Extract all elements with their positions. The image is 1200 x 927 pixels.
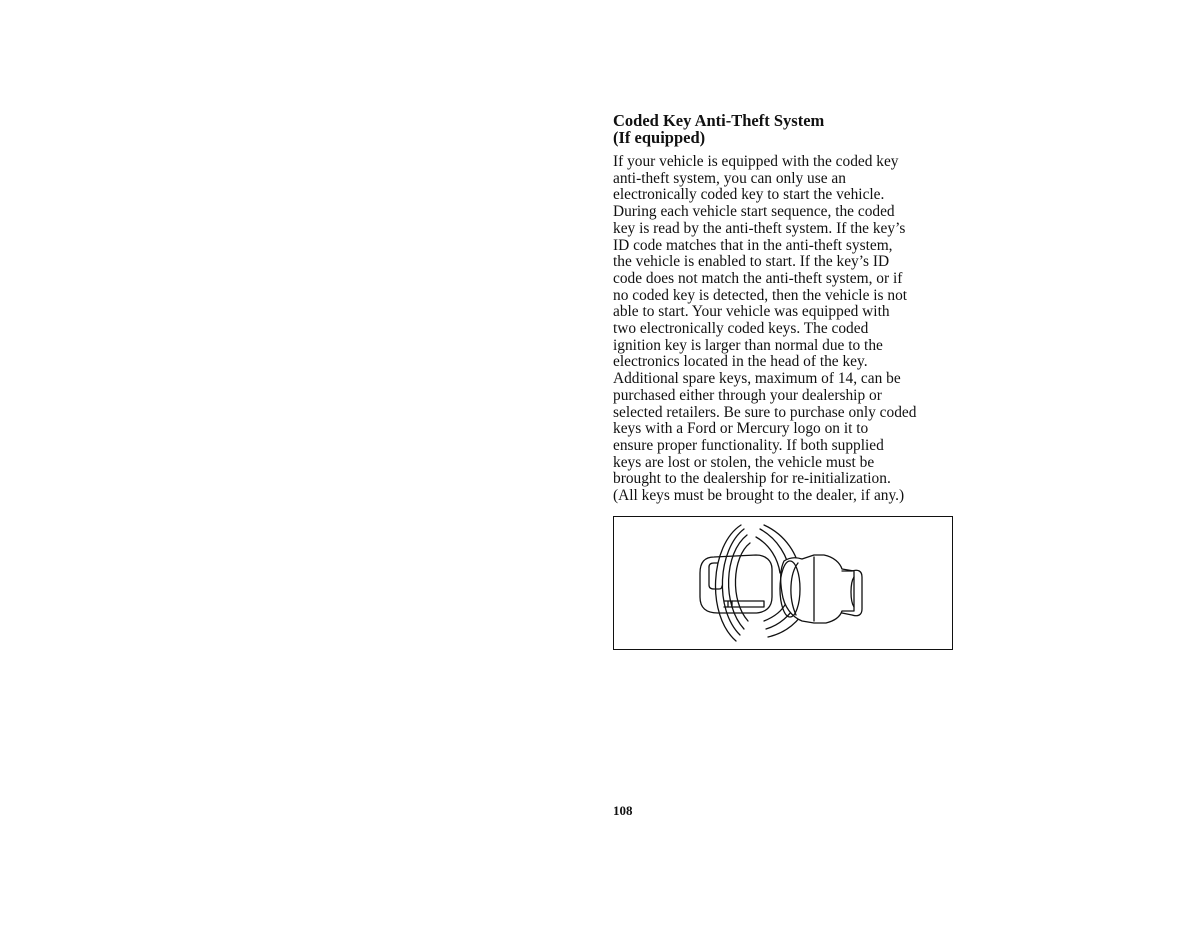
section-title-line: (If equipped) bbox=[613, 128, 706, 147]
body-line: purchased either through your dealership or bbox=[613, 386, 882, 404]
body-line: selected retailers. Be sure to purchase only coded bbox=[613, 403, 917, 421]
coded-key-ignition-illustration-icon bbox=[614, 517, 952, 649]
body-line: If your vehicle is equipped with the coded key bbox=[613, 153, 899, 170]
body-line: two electronically coded keys. The coded bbox=[613, 320, 869, 338]
body-line: During each vehicle start sequence, the coded bbox=[613, 203, 895, 221]
body-line: code does not match the anti-theft system, or if bbox=[613, 269, 903, 287]
body-line: no coded key is detected, then the vehicle is not bbox=[613, 286, 908, 304]
body-line: electronics located in the head of the key. bbox=[613, 353, 868, 371]
section-title-line: Coded Key Anti-Theft System bbox=[613, 111, 825, 130]
page-number: 108 bbox=[613, 803, 633, 818]
body-line: ensure proper functionality. If both supplied bbox=[613, 436, 884, 454]
body-paragraph bbox=[613, 154, 963, 505]
body-line: keys are lost or stolen, the vehicle must be bbox=[613, 453, 875, 471]
coded-key-figure bbox=[613, 516, 953, 650]
body-line: anti-theft system, you can only use an bbox=[613, 169, 846, 187]
body-line: key is read by the anti-theft system. If the key’s bbox=[613, 219, 906, 237]
section-title bbox=[613, 112, 963, 146]
body-line: Additional spare keys, maximum of 14, can be bbox=[613, 370, 901, 388]
body-line: the vehicle is enabled to start. If the key’s ID bbox=[613, 253, 890, 271]
body-line: ignition key is larger than normal due to the bbox=[613, 336, 883, 354]
body-line: able to start. Your vehicle was equipped with bbox=[613, 303, 890, 321]
body-line: brought to the dealership for re-initialization. bbox=[613, 470, 891, 488]
body-line: ID code matches that in the anti-theft system, bbox=[613, 236, 893, 254]
text-column bbox=[613, 112, 963, 505]
body-line: electronically coded key to start the vehicle. bbox=[613, 186, 885, 204]
body-line: (All keys must be brought to the dealer, if any.) bbox=[613, 487, 905, 505]
body-line: keys with a Ford or Mercury logo on it to bbox=[613, 420, 869, 438]
